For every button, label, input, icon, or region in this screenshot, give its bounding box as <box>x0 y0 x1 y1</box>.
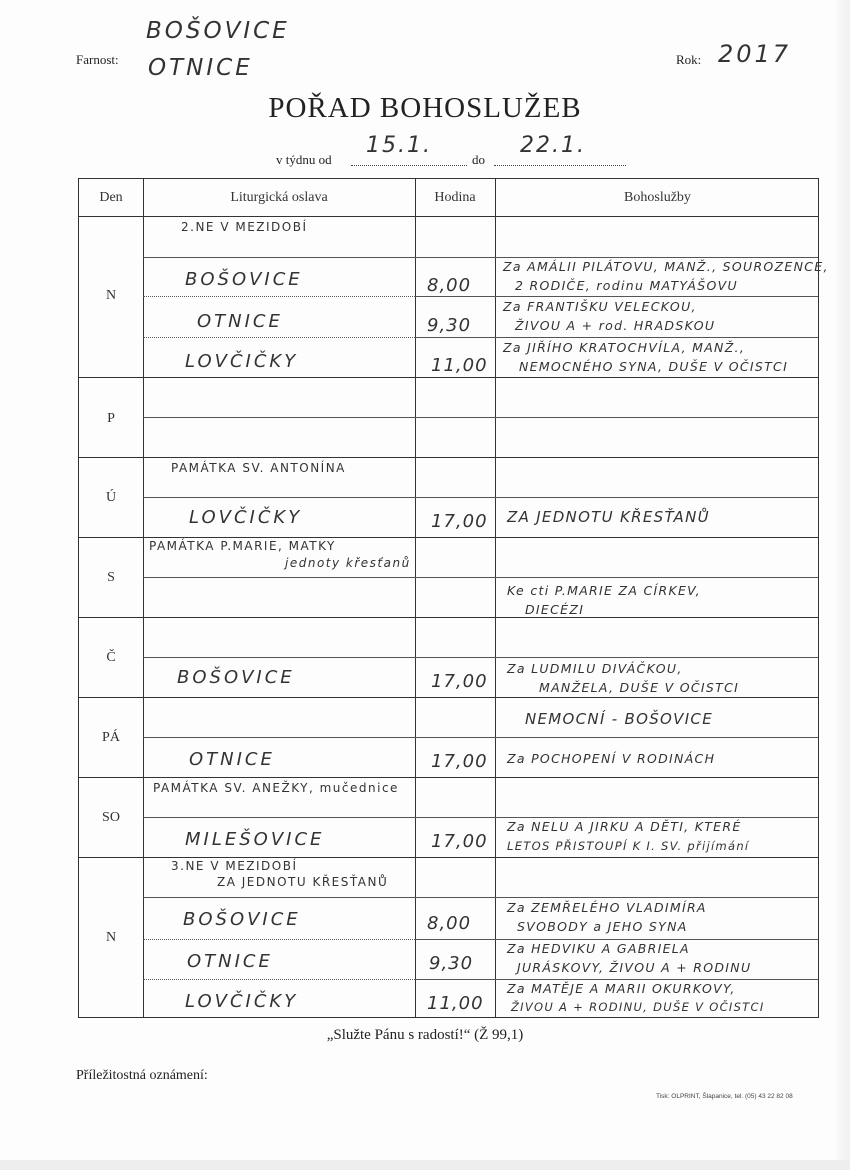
week-from-label: v týdnu od <box>276 152 332 167</box>
mass-hour: 9,30 <box>429 953 474 974</box>
parish-label: Farnost: <box>76 52 119 67</box>
mass-intention-line: Ke cti P.MARIE ZA CÍRKEV, <box>507 583 701 598</box>
column-divider <box>415 179 416 1017</box>
mass-intention-line: ŽIVOU A + rod. HRADSKOU <box>515 318 716 333</box>
printer-imprint: Tisk: OLPRINT, Šlapanice, tel. (05) 43 22 82 08 <box>656 1093 793 1100</box>
day-divider <box>79 777 818 778</box>
row-divider <box>143 577 818 578</box>
mass-intention-line: Za FRANTIŠKU VELECKOU, <box>503 299 697 314</box>
scan-bottom-edge <box>0 1160 850 1170</box>
mass-hour: 11,00 <box>427 993 484 1014</box>
row-divider <box>143 417 818 418</box>
mass-intention-line: DIECÉZI <box>525 602 585 617</box>
mass-hour: 8,00 <box>427 275 472 296</box>
week-to-label: do <box>472 152 485 167</box>
row-divider <box>143 939 415 940</box>
mass-intention-line: JURÁSKOVY, ŽIVOU A + RODINU <box>517 960 752 975</box>
header-hodina: Hodina <box>434 189 476 205</box>
day-label-n: N <box>105 288 117 303</box>
day-divider <box>79 537 818 538</box>
location: MILEŠOVICE <box>185 829 325 850</box>
row-divider <box>143 737 818 738</box>
mass-intention-line: Za LUDMILU DIVÁČKOU, <box>507 661 683 676</box>
mass-intention-line: Za NELU A JIRKU A DĚTI, KTERÉ <box>507 819 742 834</box>
liturgy-celebration: 2.NE V MEZIDOBÍ <box>181 220 308 234</box>
mass-hour: 17,00 <box>431 511 488 532</box>
location: OTNICE <box>189 749 275 770</box>
mass-intention-line: SVOBODY a JEHO SYNA <box>517 919 688 934</box>
schedule-table <box>78 178 829 1018</box>
mass-hour: 17,00 <box>431 831 488 852</box>
location: OTNICE <box>187 951 273 972</box>
location: LOVČIČKY <box>185 351 299 372</box>
location: LOVČIČKY <box>185 991 299 1012</box>
column-divider <box>143 179 144 1017</box>
location: LOVČIČKY <box>189 507 303 528</box>
mass-intention-line: Za JIŘÍHO KRATOCHVÍLA, MANŽ., <box>503 340 746 355</box>
row-divider <box>143 657 818 658</box>
day-divider <box>79 377 818 378</box>
header-divider <box>79 216 818 217</box>
mass-intention-line: 2 RODIČE, rodinu MATYÁŠOVU <box>515 278 738 293</box>
mass-intention-line: Za AMÁLII PILÁTOVU, MANŽ., SOUROZENCE, <box>503 259 829 274</box>
mass-hour: 17,00 <box>431 751 488 772</box>
location: OTNICE <box>197 311 283 332</box>
row-divider <box>143 296 415 297</box>
day-label-c: Č <box>106 650 116 665</box>
mass-hour: 17,00 <box>431 671 488 692</box>
liturgy-celebration: 3.NE V MEZIDOBÍ <box>171 859 298 873</box>
notice-label: Příležitostná oznámení: <box>76 1068 208 1083</box>
day-divider <box>79 857 818 858</box>
mass-intention-line: ŽIVOU A + RODINU, DUŠE V OČISTCI <box>511 1000 765 1014</box>
row-divider <box>143 897 818 898</box>
mass-intention-line: Za MATĚJE A MARII OKURKOVY, <box>507 981 736 996</box>
mass-intention-line: ZA JEDNOTU KŘESŤANŮ <box>507 508 710 526</box>
liturgy-celebration: jednoty křesťanů <box>285 556 411 570</box>
column-divider <box>495 179 496 1017</box>
parish-name-1: BOŠOVICE <box>146 18 290 44</box>
row-divider <box>143 979 415 980</box>
row-divider <box>143 337 415 338</box>
mass-hour: 11,00 <box>431 355 488 376</box>
liturgy-celebration: PAMÁTKA P.MARIE, MATKY <box>149 539 336 553</box>
mass-intention-line: Za ZEMŘELÉHO VLADIMÍRA <box>507 900 707 915</box>
day-label-so: SO <box>102 810 120 825</box>
motto: „Služte Pánu s radostí!“ (Ž 99,1) <box>326 1027 524 1043</box>
mass-intention-line: LETOS PŘISTOUPÍ K I. SV. přijímání <box>507 839 750 853</box>
mass-intention-line: MANŽELA, DUŠE V OČISTCI <box>539 680 740 695</box>
week-from-value: 15.1. <box>366 133 432 158</box>
header-bohosluzby: Bohoslužby <box>624 189 691 205</box>
header-den: Den <box>99 189 123 205</box>
liturgy-celebration: PAMÁTKA SV. ANTONÍNA <box>171 461 346 475</box>
liturgy-celebration: ZA JEDNOTU KŘESŤANŮ <box>217 875 389 889</box>
day-divider <box>79 617 818 618</box>
mass-intention-line: NEMOCNÉHO SYNA, DUŠE V OČISTCI <box>519 359 789 374</box>
mass-intention-line: Za HEDVIKU A GABRIELA <box>507 941 690 956</box>
location: BOŠOVICE <box>177 667 295 688</box>
year-label: Rok: <box>676 52 702 67</box>
liturgy-celebration: PAMÁTKA SV. ANEŽKY, mučednice <box>153 781 399 795</box>
day-label-pa: PÁ <box>102 730 120 745</box>
mass-hour: 8,00 <box>427 913 472 934</box>
row-divider <box>143 497 818 498</box>
day-divider <box>79 457 818 458</box>
scan-edge <box>836 0 850 1170</box>
location: BOŠOVICE <box>183 909 301 930</box>
parish-name-2: OTNICE <box>148 55 253 81</box>
location: BOŠOVICE <box>185 269 303 290</box>
header-liturgicka-oslava: Liturgická oslava <box>230 189 328 205</box>
page-title: POŘAD BOHOSLUŽEB <box>268 92 582 124</box>
day-label-u: Ú <box>105 490 117 505</box>
week-to-value: 22.1. <box>520 133 586 158</box>
mass-hour: 9,30 <box>427 315 472 336</box>
day-label-p: P <box>107 411 115 426</box>
mass-intention-line: Za POCHOPENÍ V RODINÁCH <box>507 751 716 766</box>
day-label-n2: N <box>105 930 117 945</box>
day-label-s: S <box>107 570 115 585</box>
mass-intention-line: NEMOCNÍ - BOŠOVICE <box>525 710 713 728</box>
year-value: 2017 <box>718 40 792 68</box>
